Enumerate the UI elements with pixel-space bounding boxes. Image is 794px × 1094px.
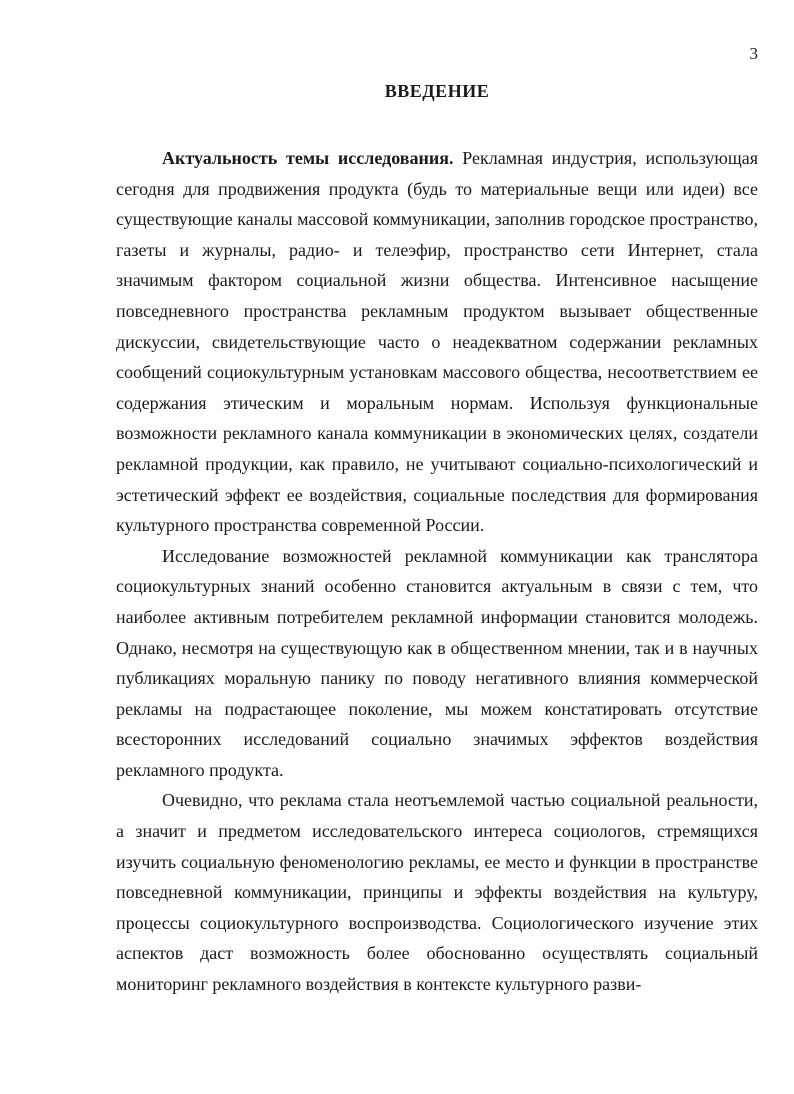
paragraph-1 <box>116 143 758 541</box>
document-body <box>116 143 758 1000</box>
paragraph-text: Очевидно, что реклама стала неотъемлемой частью социальной реальности, а значит и предметом исследовательского интереса социологов, стремящихся изучить социальную феноменологию рекламы, ее место и функции в пространстве повседневной коммуникации, принципы и эффекты воздействия на культуру, процессы социокультурного воспроизводства. Социологического изучение этих аспектов даст возможность более обоснованно осуществлять социальный мониторинг рекламного воздействия в контексте культурного разви- <box>116 790 758 995</box>
paragraph-2 <box>116 541 758 786</box>
paragraph-lead: Актуальность темы исследования. <box>162 148 454 168</box>
paragraph-text: Рекламная индустрия, использующая сегодня для продвижения продукта (будь то материальные вещи или идеи) все существующие каналы массовой коммуникации, заполнив городское пространство, газеты и журналы, радио- и телеэфир, пространство сети Интернет, стала значимым фактором социальной жизни общества. Интенсивное насыщение повседневного пространства рекламным продуктом вызывает общественные дискуссии, свидетельствующие часто о неадекватном содержании рекламных сообщений социокультурным установкам массового общества, несоответствием ее содержания этическим и моральным нормам. Используя функциональные возможности рекламного канала коммуникации в экономических целях, создатели рекламной продукции, как правило, не учитывают социально-психологический и эстетический эффект ее воздействия, социальные последствия для формирования культурного пространства современной России. <box>116 148 759 536</box>
page-title: ВВЕДЕНИЕ <box>384 81 490 101</box>
paragraph-3 <box>116 785 758 999</box>
paragraph-text: Исследование возможностей рекламной коммуникации как транслятора социокультурных знаний особенно становится актуальным в связи с тем, что наиболее активным потребителем рекламной информации становится молодежь. Однако, несмотря на существующую как в общественном мнении, так и в научных публикациях моральную панику по поводу негативного влияния коммерческой рекламы на подрастающее поколение, мы можем констатировать отсутствие всесторонних исследований социально значимых эффектов воздействия рекламного продукта. <box>116 545 758 780</box>
page-number: 3 <box>749 44 758 63</box>
